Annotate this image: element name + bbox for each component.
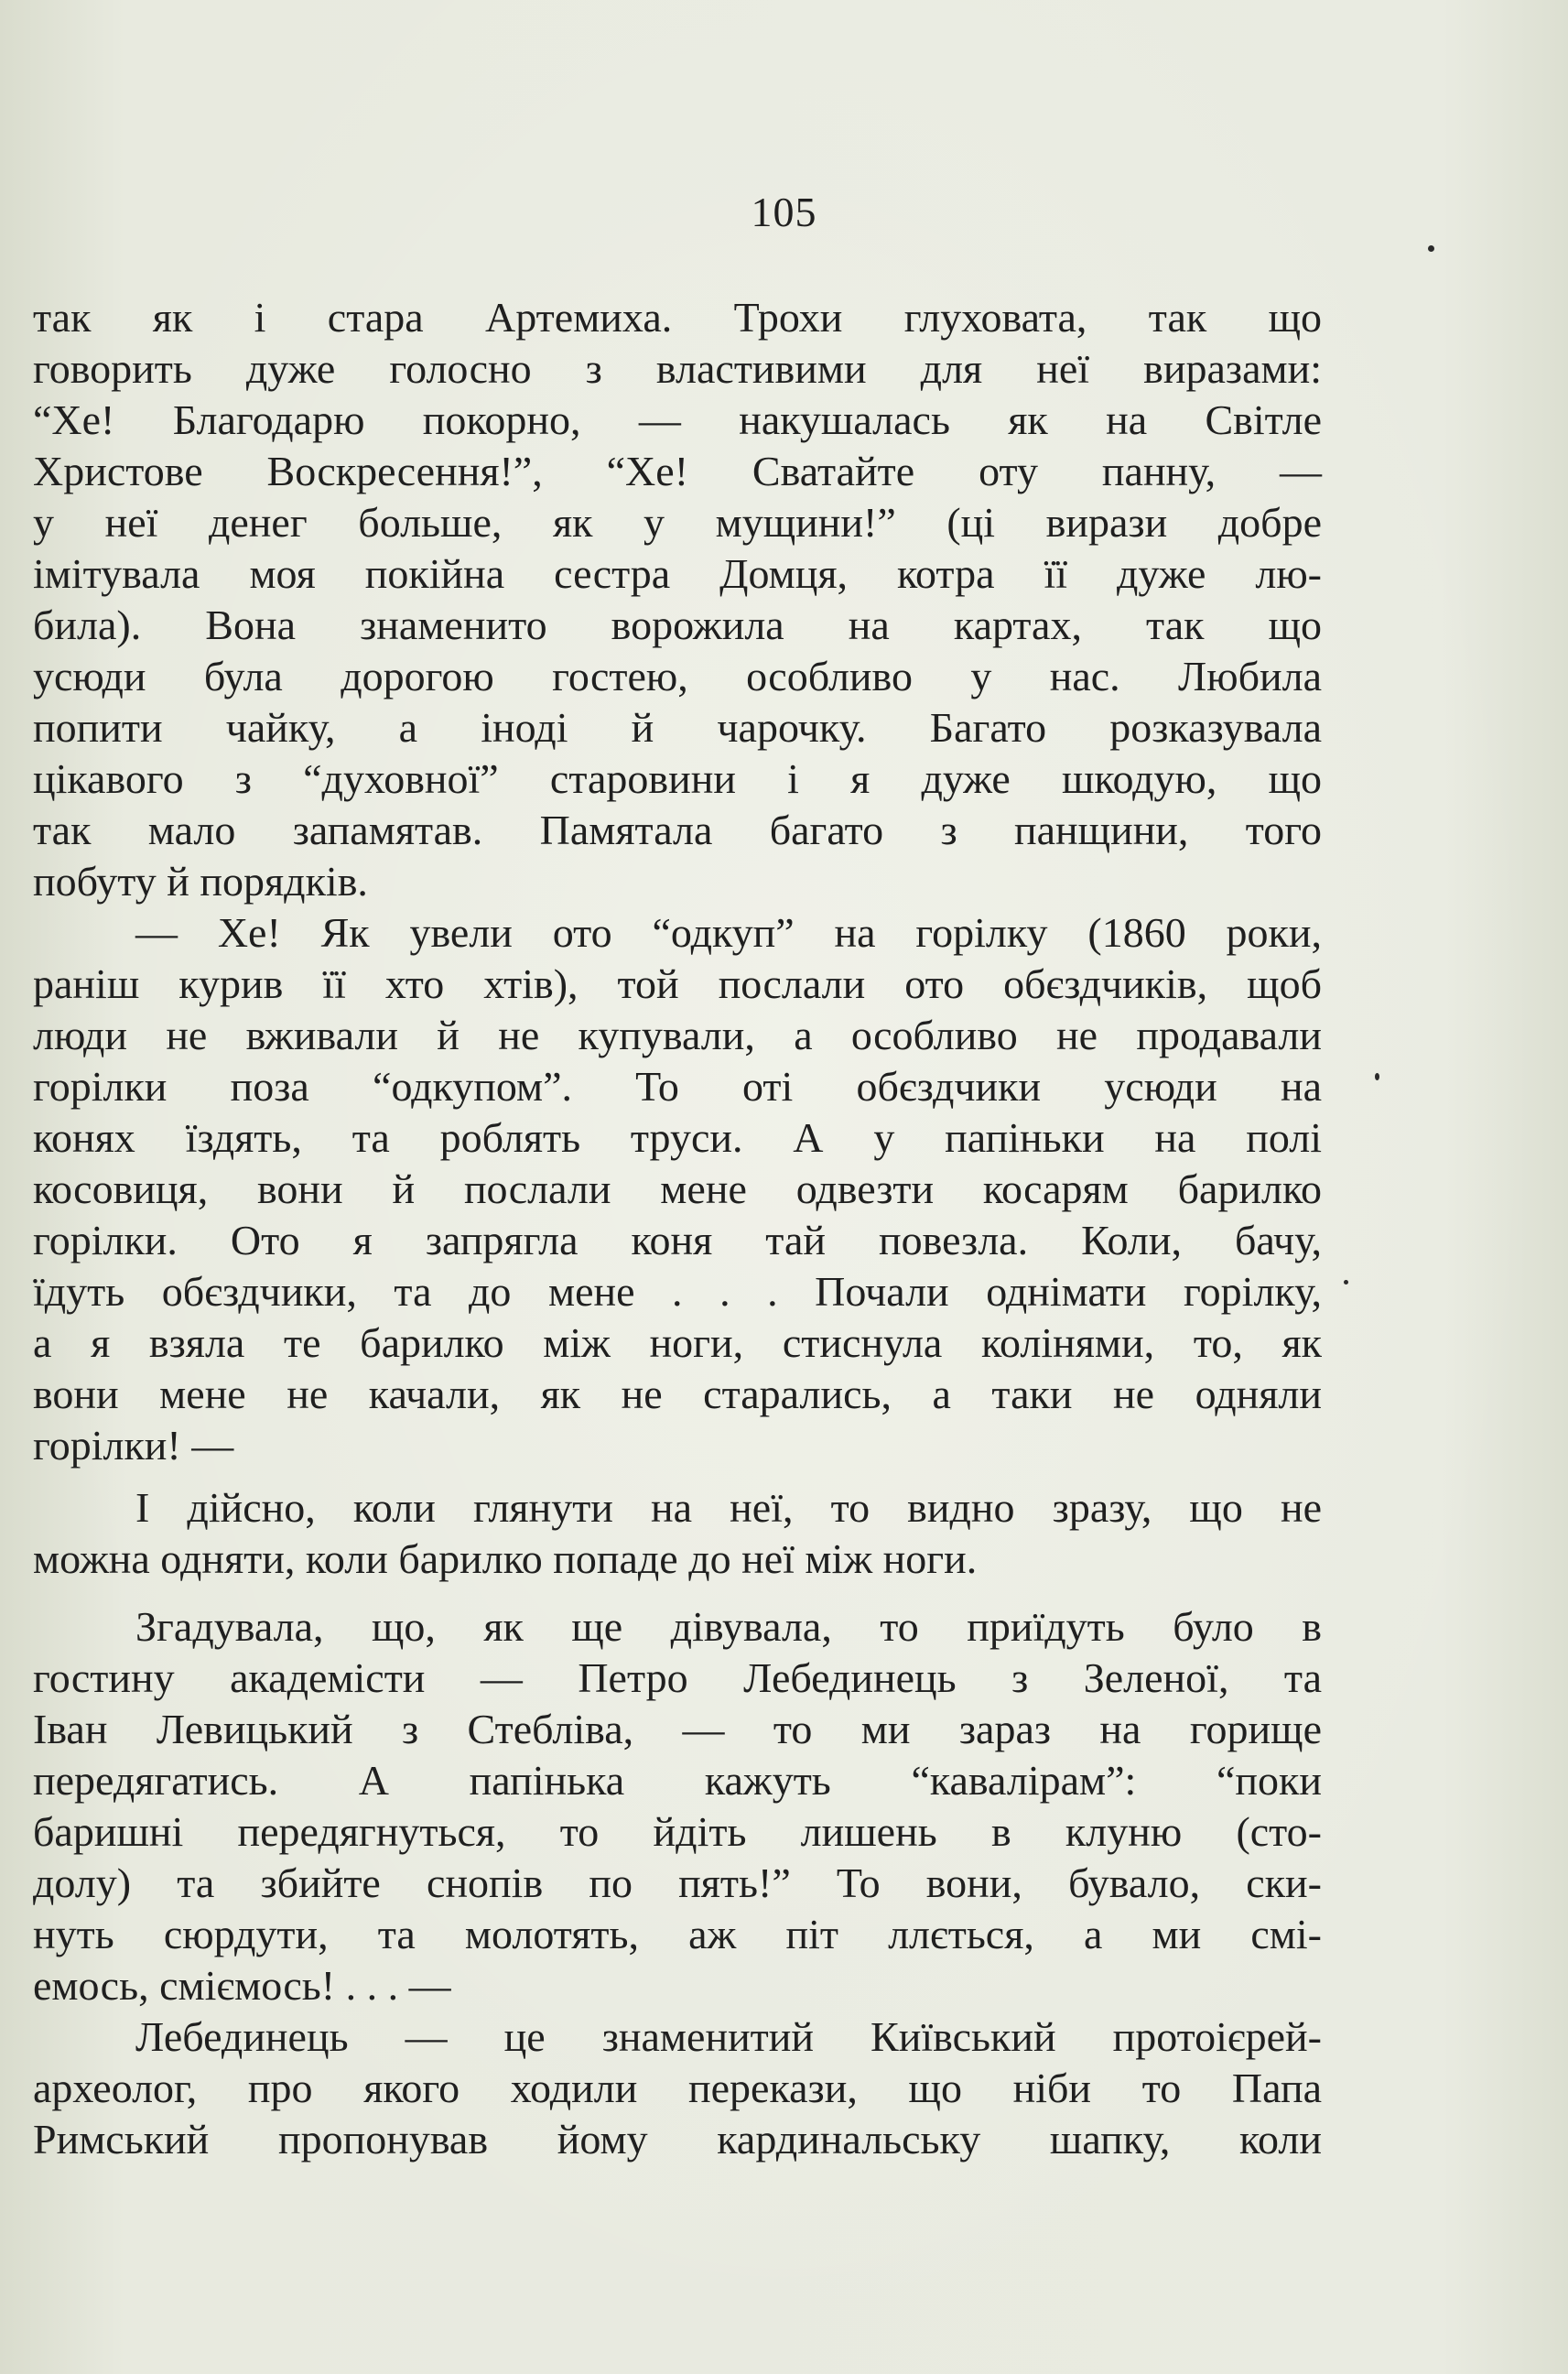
text-line: Римський пропонував йому кардинальську шапку, коли xyxy=(33,2116,1322,2163)
text-line: баришні передягнуться, то йдіть лишень в клуню (сто- xyxy=(33,1808,1322,1855)
text-line: у неї денег больше, як у мущини!” (ці вирази добре xyxy=(33,499,1322,546)
text-line: можна одняти, коли барилко попаде до неї між ноги. xyxy=(33,1535,978,1582)
text-line: І дійсно, коли глянути на неї, то видно зразу, що не xyxy=(135,1484,1322,1531)
text-line: Іван Левицький з Стеблiва, — то ми зараз на горище xyxy=(33,1706,1322,1752)
text-line: попити чайку, а іноді й чарочку. Багато розказувала xyxy=(33,704,1322,751)
text-line: горілки! — xyxy=(33,1422,234,1469)
text-line: їдуть обєздчики, та до мене . . . Почали однімати горілку, xyxy=(33,1268,1322,1315)
text-line: горілки поза “одкупом”. То оті обєздчики усюди на xyxy=(33,1063,1322,1110)
text-line: передягатись. А папінька кажуть “кавалірам”: “поки xyxy=(33,1757,1322,1804)
text-line: побуту й порядків. xyxy=(33,858,368,905)
text-line: Христове Воскресення!”, “Хе! Сватайте оту панну, — xyxy=(33,448,1322,494)
page-number: 105 xyxy=(751,189,817,235)
text-line: імітувала моя покійна сестра Домця, котра її дуже лю- xyxy=(33,550,1322,597)
text-line: а я взяла те барилко між ноги, стиснула колінями, то, як xyxy=(33,1319,1322,1366)
text-line: Згадувала, що, як ще дівувала, то приїдуть було в xyxy=(135,1603,1322,1650)
text-line: нуть сюрдути, та молотять, аж піт ллється, а ми смі- xyxy=(33,1911,1322,1957)
text-line: “Хе! Благодарю покорно, — накушалась як на Світле xyxy=(33,396,1322,443)
paper-speck xyxy=(1428,245,1434,252)
text-line: горілки. Ото я запрягла коня тай повезла. Коли, бачу, xyxy=(33,1217,1322,1263)
text-line: косовиця, вони й послали мене одвезти косарям барилко xyxy=(33,1165,1322,1212)
text-line: усюди була дорогою гостею, особливо у нас. Любила xyxy=(33,653,1322,699)
text-line: цікавого з “духовної” старовини і я дуже шкодую, що xyxy=(33,755,1322,802)
text-line: люди не вживали й не купували, а особливо не продавали xyxy=(33,1012,1322,1058)
text-line: вони мене не качали, як не старались, а таки не одняли xyxy=(33,1371,1322,1417)
text-line: говорить дуже голосно з властивими для неї виразами: xyxy=(33,345,1322,392)
text-line: емось, сміємось! . . . — xyxy=(33,1962,451,2009)
text-line: — Хе! Як увели ото “одкуп” на горілку (1860 роки, xyxy=(135,909,1322,956)
text-line: археолог, про якого ходили перекази, що ніби то Папа xyxy=(33,2065,1322,2111)
paper-speck xyxy=(1344,1280,1348,1285)
text-line: долу) та збийте снопів по пять!” То вони, бувало, ски- xyxy=(33,1859,1322,1906)
text-line: Лебединець — це знаменитий Київський протоієрей- xyxy=(135,2013,1322,2060)
text-line: гостину академісти — Петро Лебединець з Зеленої, та xyxy=(33,1654,1322,1701)
text-line: раніш курив її хто хтів), той послали ото обєздчиків, щоб xyxy=(33,960,1322,1007)
text-line: так мало запамятав. Памятала багато з панщини, того xyxy=(33,807,1322,853)
text-line: била). Вона знаменито ворожила на картах, так що xyxy=(33,602,1322,648)
text-line: конях їздять, та роблять труси. А у папіньки на полі xyxy=(33,1114,1322,1161)
paper-speck xyxy=(1375,1073,1379,1080)
text-line: так як і стара Артемиха. Трохи глуховата, так що xyxy=(33,294,1322,341)
